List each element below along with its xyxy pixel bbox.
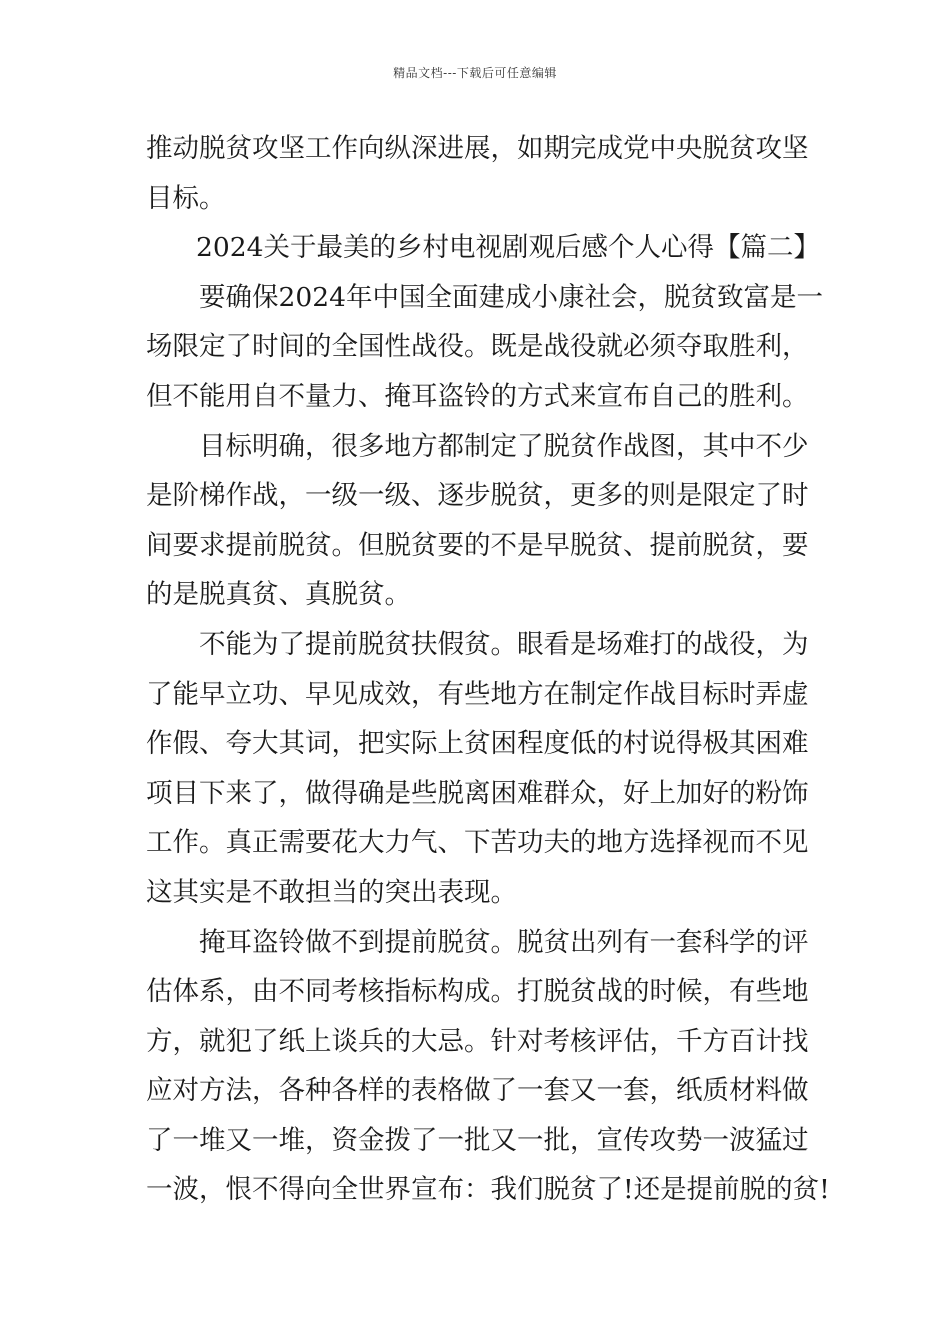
text-line: 方，就犯了纸上谈兵的大忌。针对考核评估，千方百计找: [146, 1025, 809, 1057]
text-line: 的是脱真贫、真脱贫。: [146, 579, 411, 611]
text-line: 要确保2024年中国全面建成小康社会，脱贫致富是一: [199, 281, 823, 313]
text-line: 了一堆又一堆，资金拨了一批又一批，宣传攻势一波猛过: [146, 1124, 809, 1156]
text-line: 作假、夸大其词，把实际上贫困程度低的村说得极其困难: [146, 728, 809, 760]
text-line: 应对方法，各种各样的表格做了一套又一套，纸质材料做: [146, 1075, 809, 1107]
section-title: 2024关于最美的乡村电视剧观后感个人心得【篇二】: [196, 232, 820, 264]
text-line: 目标明确，很多地方都制定了脱贫作战图，其中不少: [199, 430, 809, 462]
text-line: 场限定了时间的全国性战役。既是战役就必须夺取胜利，: [146, 331, 809, 363]
text-line: 间要求提前脱贫。但脱贫要的不是早脱贫、提前脱贫，要: [146, 529, 809, 561]
page-header: 精品文档---下载后可任意编辑: [393, 66, 557, 80]
text-line: 项目下来了，做得确是些脱离困难群众，好上加好的粉饰: [146, 777, 809, 809]
text-line: 推动脱贫攻坚工作向纵深进展，如期完成党中央脱贫攻坚: [146, 133, 809, 164]
text-line: 但不能用自不量力、掩耳盗铃的方式来宣布自己的胜利。: [146, 380, 809, 412]
text-line: 目标。: [146, 182, 226, 214]
text-line: 一波，恨不得向全世界宣布：我们脱贫了!还是提前脱的贫!: [146, 1174, 830, 1206]
text-line: 掩耳盗铃做不到提前脱贫。脱贫出列有一套科学的评: [199, 926, 809, 958]
text-line: 了能早立功、早见成效，有些地方在制定作战目标时弄虚: [146, 678, 809, 710]
text-line: 工作。真正需要花大力气、下苦功夫的地方选择视而不见: [146, 827, 809, 859]
text-line: 是阶梯作战，一级一级、逐步脱贫，更多的则是限定了时: [146, 480, 809, 512]
document-body: [146, 124, 830, 1215]
text-line: 不能为了提前脱贫扶假贫。眼看是场难打的战役，为: [199, 628, 809, 660]
text-line: 估体系，由不同考核指标构成。打脱贫战的时候，有些地: [146, 976, 809, 1008]
text-line: 这其实是不敢担当的突出表现。: [146, 876, 517, 908]
